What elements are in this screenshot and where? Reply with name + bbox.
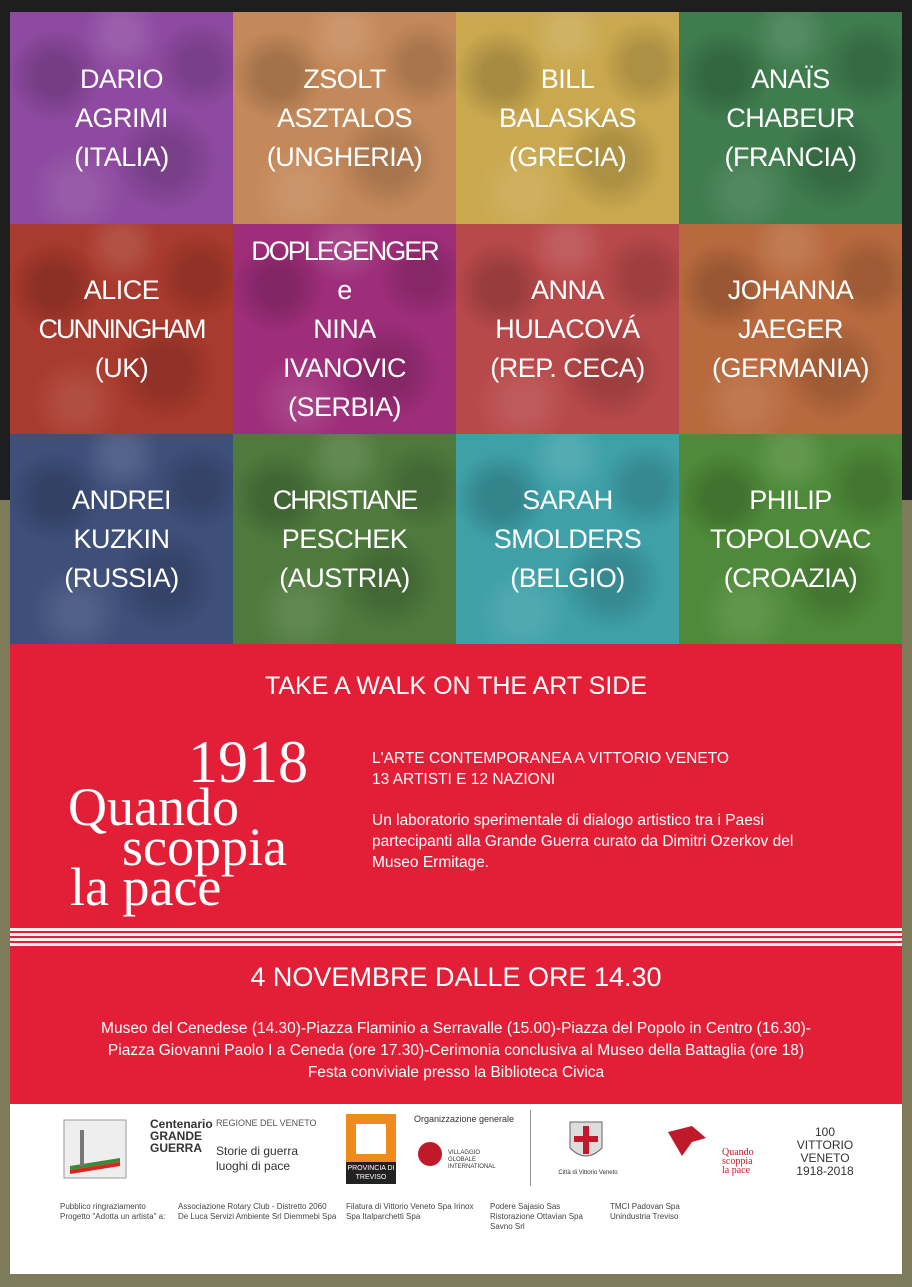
villaggio-icon — [416, 1134, 444, 1170]
artist-country: (AUSTRIA) — [279, 562, 410, 593]
divider — [530, 1110, 531, 1186]
regione-veneto-logo: REGIONE DEL VENETO — [216, 1118, 317, 1128]
artist-name-line: KUZKIN — [73, 523, 170, 554]
dove-icon — [662, 1122, 712, 1162]
artist-tile — [456, 434, 679, 644]
artist-text — [490, 271, 645, 388]
artist-tile — [679, 224, 902, 434]
artist-name-line: PESCHEK — [281, 523, 408, 554]
artist-text — [499, 60, 636, 177]
artist-country: (FRANCIA) — [724, 141, 857, 172]
logo-line1: Quando — [68, 777, 239, 837]
villaggio-label: VILLAGGIO GLOBALE INTERNATIONAL — [448, 1150, 496, 1170]
artist-name-line: JAEGER — [737, 313, 844, 344]
artist-tile — [10, 224, 233, 434]
artist-name-line: JOHANNA — [727, 274, 854, 305]
route-line2: Piazza Giovanni Paolo I a Ceneda (ore 17.30)-Cerimonia conclusiva al Museo della Battaglia (ore 18) — [107, 1042, 805, 1059]
artist-tile — [233, 434, 456, 644]
artist-name-line: IVANOVIC — [282, 352, 407, 383]
coat-of-arms-icon — [566, 1112, 606, 1168]
artist-name-line: NINA — [313, 313, 376, 344]
artist-name-line: CUNNINGHAM — [38, 313, 205, 344]
centenario-monument-logo — [60, 1118, 130, 1180]
logo-year: 1918 — [188, 729, 308, 795]
artist-name-line: CHRISTIANE — [272, 484, 417, 515]
artist-country: (BELGIO) — [510, 562, 625, 593]
tagline: TAKE A WALK ON THE ART SIDE — [264, 672, 648, 700]
artist-country: (UK) — [94, 352, 149, 383]
artist-name-line: e — [337, 274, 352, 305]
monument-icon — [60, 1118, 130, 1180]
event-panel — [10, 644, 902, 1104]
artist-tile — [10, 12, 233, 224]
artist-text — [267, 60, 423, 177]
artist-tile — [456, 12, 679, 224]
centenario-100-logo — [662, 1122, 712, 1162]
artist-tile — [233, 12, 456, 224]
artist-name-line: ANAÏS — [751, 63, 830, 94]
artist-name-line: BALASKAS — [498, 102, 637, 133]
artist-name-line: ANNA — [530, 274, 604, 305]
divider-stripes — [10, 928, 902, 950]
artist-country: (CROAZIA) — [723, 562, 858, 593]
credits-col3: Filatura di Vittorio Veneto Spa Irinox Spa Italparchetti Spa — [346, 1202, 474, 1221]
organizzazione-label: Organizzazione generale — [414, 1114, 515, 1124]
centenario-grande-guerra-logo: Centenario GRANDE GUERRA — [150, 1117, 213, 1155]
artist-text — [494, 481, 642, 598]
event-logo — [68, 729, 328, 917]
route — [40, 1018, 872, 1084]
credits-col2: Associazione Rotary Club - Distretto 2060 De Luca Servizi Ambiente Srl Diemmebi Spa — [178, 1202, 337, 1221]
artist-tile — [679, 12, 902, 224]
artist-country: (GRECIA) — [508, 141, 627, 172]
credits-col4: Podere Sajasio Sas Ristorazione Ottavian Spa Savno Srl — [490, 1202, 583, 1231]
artist-name-line: PHILIP — [749, 484, 832, 515]
artist-tile — [679, 434, 902, 644]
event-date: 4 NOVEMBRE DALLE ORE 14.30 — [250, 962, 662, 992]
artist-name-line: ASZTALOS — [276, 102, 413, 133]
artist-name-line: SMOLDERS — [493, 523, 642, 554]
artist-text — [712, 271, 869, 388]
villaggio-globale-logo — [416, 1134, 444, 1170]
desc-paragraph: Un laboratorio sperimentale di dialogo artistico tra i Paesi partecipanti alla Grande Guerra curato da Dimitri Ozerkov del Museo Ermitage. — [372, 812, 794, 871]
quando-small-logo — [722, 1148, 782, 1176]
artist-name-line: DARIO — [79, 63, 163, 94]
artist-text — [64, 481, 179, 598]
artist-text — [273, 481, 417, 598]
desc-line1: L'ARTE CONTEMPORANEA A VITTORIO VENETO — [372, 750, 729, 767]
artist-grid — [10, 12, 902, 644]
artist-name-line: ANDREI — [71, 484, 171, 515]
storie-logo: Storie di guerra luoghi di pace — [216, 1144, 299, 1173]
artist-name-line: BILL — [540, 63, 595, 94]
artist-country: (SERBIA) — [287, 391, 402, 422]
vittorio-100-logo: 100 VITTORIO VENETO 1918-2018 — [796, 1125, 854, 1178]
artist-name-line: SARAH — [522, 484, 613, 515]
credits-col5: TMCI Padovan Spa Unindustria Treviso — [610, 1202, 680, 1221]
artist-name-line: TOPOLOVAC — [709, 523, 872, 554]
provincia-label: PROVINCIA DI TREVISO — [346, 1162, 396, 1184]
artist-name-line: AGRIMI — [74, 102, 168, 133]
credits-intro: Pubblico ringraziamento Progetto "Adotta un artista" a: — [60, 1202, 166, 1221]
desc-line2: 13 ARTISTI E 12 NAZIONI — [372, 771, 556, 788]
artist-text — [74, 60, 169, 177]
artist-country: (ITALIA) — [74, 141, 169, 172]
artist-country: (GERMANIA) — [712, 352, 869, 383]
artist-country: (RUSSIA) — [64, 562, 179, 593]
artist-text — [39, 271, 205, 388]
artist-tile — [10, 434, 233, 644]
artist-country: (UNGHERIA) — [266, 141, 423, 172]
artist-name-line: DOPLEGENGER — [251, 235, 438, 266]
artist-name-line: CHABEUR — [726, 102, 855, 133]
description — [372, 748, 812, 893]
provincia-treviso-logo — [346, 1114, 396, 1184]
artist-tile — [233, 224, 456, 434]
artist-name-line: HULACOVÁ — [495, 313, 640, 344]
route-line1: Museo del Cenedese (14.30)-Piazza Flaminio a Serravalle (15.00)-Piazza del Popolo in Centro (16.30)- — [101, 1020, 811, 1037]
artist-tile — [456, 224, 679, 434]
artist-text — [251, 232, 438, 427]
artist-country: (REP. CECA) — [490, 352, 645, 383]
artist-name-line: ZSOLT — [303, 63, 386, 94]
artist-text — [710, 481, 871, 598]
artist-name-line: ALICE — [83, 274, 160, 305]
small-logo-line3: la pace — [722, 1165, 751, 1176]
citta-label: Città di Vittorio Veneto — [558, 1170, 618, 1176]
route-line3: Festa conviviale presso la Biblioteca Civica — [307, 1064, 605, 1081]
sponsor-panel — [10, 1104, 902, 1274]
small-logo-line2: scoppia — [722, 1156, 753, 1167]
provincia-emblem-icon — [346, 1114, 396, 1164]
logo-line2: scoppia — [122, 817, 287, 877]
vittorio-coat-of-arms — [566, 1112, 606, 1168]
artist-text — [725, 60, 857, 177]
logo-line3: la pace — [70, 857, 222, 917]
small-logo-line1: Quando — [722, 1147, 754, 1158]
